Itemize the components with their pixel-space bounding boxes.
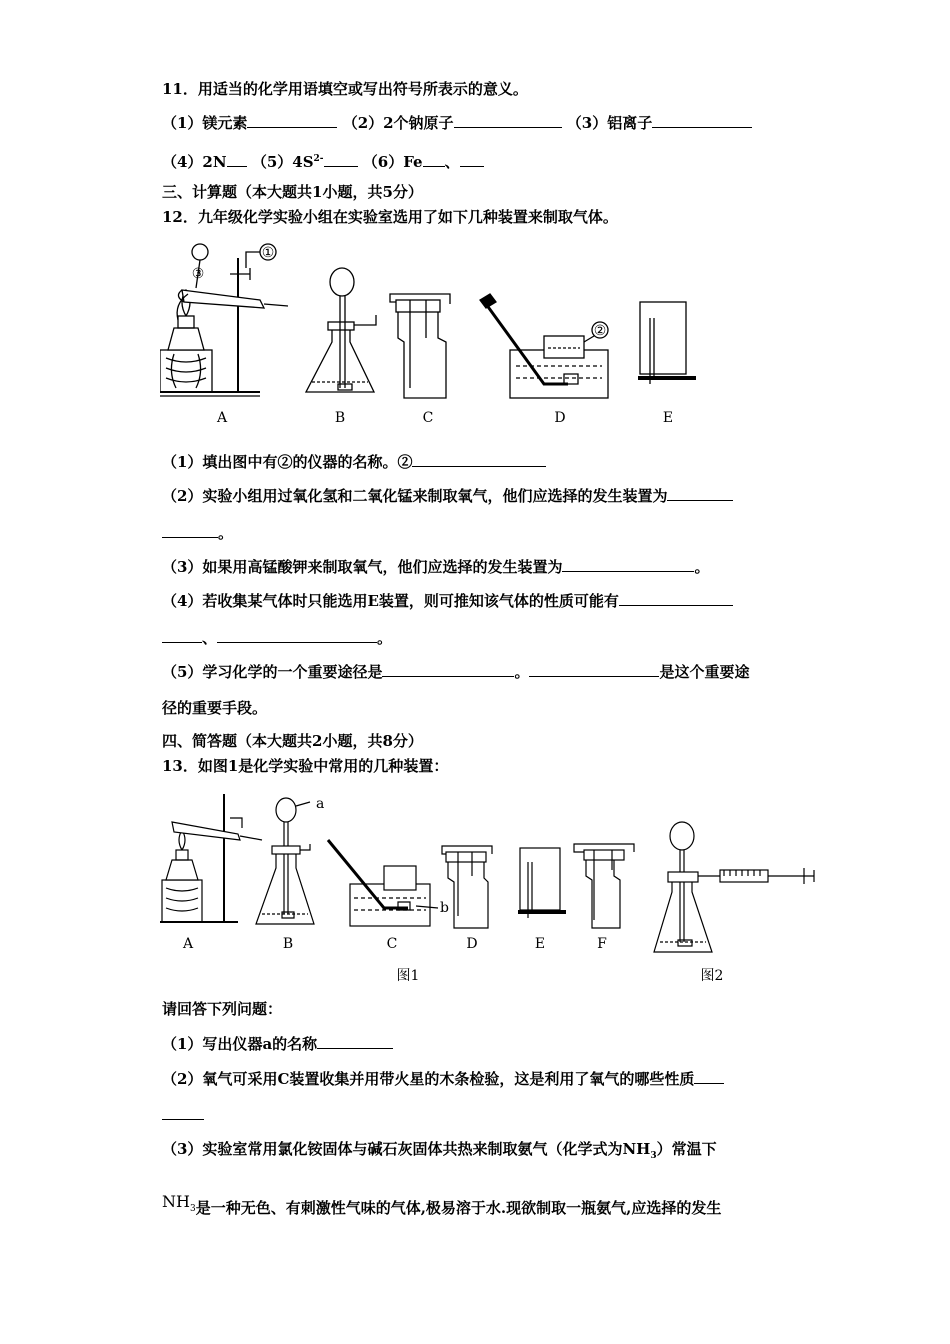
q13-s2: （2）氧气可采用C装置收集并用带火星的木条检验，这是利用了氧气的哪些性质 (162, 1068, 724, 1089)
fig-label: D (466, 936, 478, 952)
q12-title: 12．九年级化学实验小组在实验室选用了如下几种装置来制取气体。 (162, 208, 618, 226)
nh3-formula: $NH_3$ (162, 1192, 196, 1215)
blank[interactable] (227, 151, 247, 167)
blank[interactable] (162, 522, 218, 538)
blank[interactable] (652, 112, 752, 128)
q11-row2: （4）2N $(5)4S^{2-}$ （6）Fe 、 (162, 149, 484, 172)
fig2-caption: 图2 (700, 968, 724, 984)
fig-label: E (662, 410, 674, 426)
q13-s1: （1）写出仪器a的名称 (162, 1033, 393, 1054)
q13-s3: （3）实验室常用氯化铵固体与碱石灰固体共热来制取氨气（化学式为$NH_3$）常温下 (162, 1140, 717, 1161)
blank[interactable] (217, 627, 377, 643)
blank[interactable] (529, 661, 659, 677)
q12-s4-cont: 、 。 (162, 627, 392, 648)
fig-label: E (534, 936, 546, 952)
fig-label: A (216, 410, 228, 426)
circle-3: ③ (191, 266, 205, 282)
circle-1: ① (261, 245, 275, 261)
q12-s3: （3）如果用高锰酸钾来制取氧气，他们应选择的发生装置为 。 (162, 558, 710, 576)
q12-s5-cont: 径的重要手段。 (162, 699, 268, 717)
q13-figure (158, 788, 830, 988)
blank[interactable] (423, 151, 445, 167)
blank[interactable] (454, 112, 562, 128)
q12-s4: （4）若收集某气体时只能选用E装置，则可推知该气体的性质可能有 (162, 590, 733, 611)
section-4-heading: 四、简答题（本大题共2小题，共8分） (162, 732, 423, 750)
q13-ask: 请回答下列问题： (162, 1000, 283, 1018)
q13-title: 13．如图1是化学实验中常用的几种装置： (162, 757, 449, 775)
blank[interactable] (667, 485, 733, 501)
blank[interactable] (619, 590, 733, 606)
q13-s2-cont (162, 1104, 204, 1125)
fig-label: B (334, 410, 346, 426)
blank[interactable] (694, 1068, 724, 1084)
fig-label: D (554, 410, 566, 426)
q11-title: 11．用适当的化学用语填空或写出符号所表示的意义。 (162, 80, 528, 98)
blank[interactable] (460, 151, 484, 167)
fig-label: A (182, 936, 194, 952)
blank[interactable] (382, 661, 514, 677)
label-a: a (316, 796, 325, 812)
fig-label: C (386, 936, 398, 952)
q12-figure (160, 238, 720, 430)
q12-s5: （5）学习化学的一个重要途径是 。 是这个重要途 (162, 663, 750, 681)
label-b: b (440, 900, 449, 916)
fig-label: B (282, 936, 294, 952)
circle-2: ② (593, 323, 607, 339)
fig-label: F (597, 936, 607, 952)
section-3-heading: 三、计算题（本大题共1小题，共5分） (162, 183, 423, 201)
fig1-caption: 图1 (396, 968, 420, 984)
blank[interactable] (317, 1033, 393, 1049)
q12-s2: （2）实验小组用过氧化氢和二氧化锰来制取氧气，他们应选择的发生装置为 (162, 485, 733, 506)
blank[interactable] (412, 451, 546, 467)
q13-s4: $NH_3$是一种无色、有刺激性气味的气体,极易溶于水.现欲制取一瓶氨气,应选择的发生 (162, 1192, 722, 1217)
blank[interactable] (324, 151, 358, 167)
blank[interactable] (562, 556, 694, 572)
q12-s1: （1）填出图中有②的仪器的名称。② (162, 451, 546, 472)
q11-row1: （1）镁元素 （2）2个钠原子 （3）铝离子 (162, 112, 752, 133)
blank[interactable] (247, 112, 337, 128)
q12-s2-cont: 。 (162, 522, 233, 543)
fig-label: C (422, 410, 434, 426)
blank[interactable] (162, 627, 202, 643)
blank[interactable] (162, 1104, 204, 1120)
